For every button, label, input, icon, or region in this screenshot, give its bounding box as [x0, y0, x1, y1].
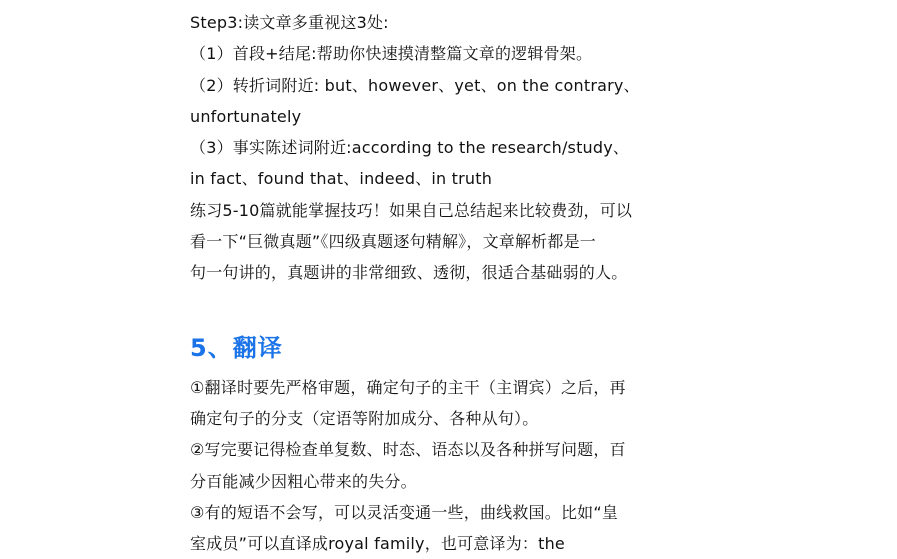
text-line: unfortunately: [190, 106, 302, 126]
text-line: ①翻译时要先严格审题，确定句子的主干（主谓宾）之后，再: [190, 377, 626, 397]
text-line: ③有的短语不会写，可以灵活变通一些，曲线救国。比如“皇: [190, 502, 619, 522]
text-line: （2）转折词附近: but、however、yet、on the contrary、: [190, 75, 640, 95]
text-line: 句一句讲的，真题讲的非常细致、透彻，很适合基础弱的人。: [190, 263, 628, 283]
text-line: 看一下“巨微真题”《四级真题逐句精解》，文章解析都是一: [190, 232, 596, 252]
step3-title: Step3:读文章多重视这3处:: [190, 13, 389, 32]
text-line: 练习5-10篇就能掌握技巧！如果自己总结起来比较费劲，可以: [190, 200, 633, 220]
article-content: [190, 0, 660, 559]
text-line: （1）首段+结尾:帮助你快速摸清整篇文章的逻辑骨架。: [190, 44, 593, 64]
text-line: 室成员”可以直译成royal family，也可意译为：the: [190, 534, 565, 554]
text-line: in fact、found that、indeed、in truth: [190, 169, 493, 189]
text-line: ②写完要记得检查单复数、时态、语态以及各种拼写问题，百: [190, 440, 626, 460]
text-line: 分百能减少因粗心带来的失分。: [190, 471, 417, 491]
text-line: 确定句子的分支（定语等附加成分、各种从句）。: [190, 408, 539, 428]
text-line: （3）事实陈述词附近:according to the research/study、: [190, 138, 630, 158]
section-heading-translation: 5、翻译: [190, 333, 283, 362]
